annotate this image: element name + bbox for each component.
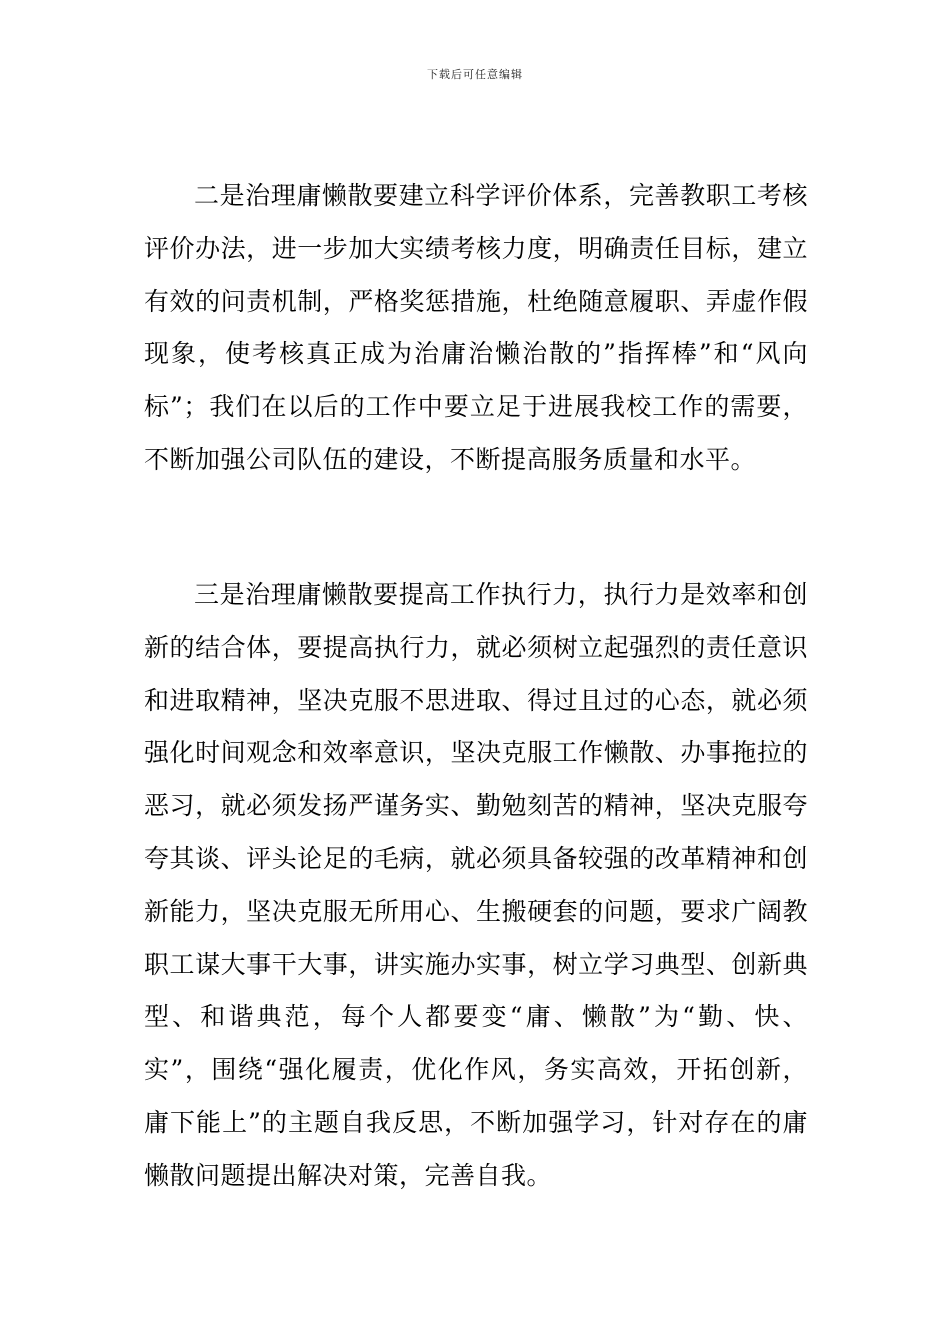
body-paragraph: 二是治理庸懒散要建立科学评价体系，完善教职工考核评价办法，进一步加大实绩考核力度，明确责任目标，建立有效的问责机制，严格奖惩措施，杜绝随意履职、弄虚作假现象，使考核真正成为治庸治懒治散的”指挥棒”和“风向标”；我们在以后的工作中要立足于进展我校工作的需要，不断加强公司队伍的建设，不断提高服务质量和水平。 [144,181,808,474]
page-header-note: 下载后可任意编辑 [427,68,523,81]
body-paragraph: 三是治理庸懒散要提高工作执行力，执行力是效率和创新的结合体，要提高执行力，就必须树立起强烈的责任意识和进取精神，坚决克服不思进取、得过且过的心态，就必须强化时间观念和效率意识，坚决克服工作懒散、办事拖拉的恶习，就必须发扬严谨务实、勤勉刻苦的精神，坚决克服夸夸其谈、评头论足的毛病，就必须具备较强的改革精神和创新能力，坚决克服无所用心、生搬硬套的问题，要求广阔教职工谋大事干大事，讲实施办实事，树立学习典型、创新典型、和谐典范，每个人都要变“庸、懒散”为“勤、快、实”，围绕“强化履责，优化作风，务实高效，开拓创新，庸下能上”的主题自我反思，不断加强学习，针对存在的庸懒散问题提出解决对策，完善自我。 [144,580,808,1190]
